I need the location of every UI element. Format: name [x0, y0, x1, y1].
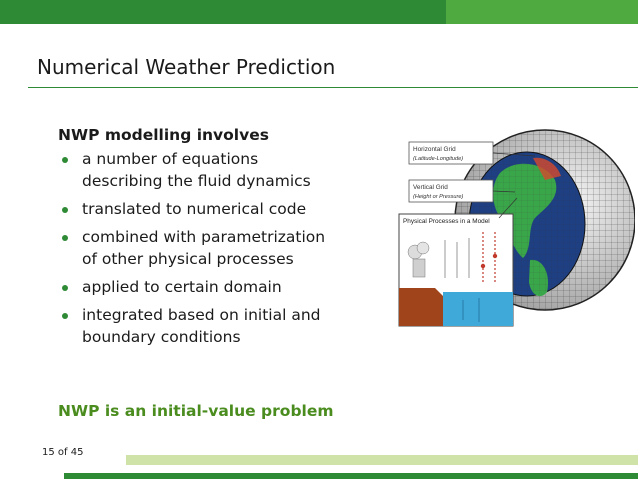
slide-title: Numerical Weather Prediction — [37, 55, 336, 79]
bullet-item — [62, 226, 352, 270]
conclusion-text: NWP is an initial-value problem — [58, 402, 334, 420]
physical-processes-title: Physical Processes in a Model — [403, 218, 490, 225]
nwp-model-figure — [395, 128, 635, 343]
title-underline — [28, 87, 638, 88]
bullet-line: boundary conditions — [82, 328, 241, 346]
bullet-dot-icon — [62, 207, 68, 213]
bullet-line: integrated based on initial and — [82, 306, 321, 324]
top-banner-dark-segment — [0, 0, 446, 24]
vertical-grid-label: Vertical Grid — [413, 184, 448, 191]
vertical-grid-sublabel: (Height or Pressure) — [413, 194, 464, 200]
physical-processes-panel — [399, 198, 517, 326]
bullet-list — [62, 148, 352, 354]
horizontal-grid-label: Horizontal Grid — [413, 146, 456, 153]
bullet-dot-icon — [62, 235, 68, 241]
nwp-model-illustration — [395, 128, 635, 343]
footer-pale-bar — [126, 455, 638, 465]
horizontal-grid-sublabel: (Latitude-Longitude) — [413, 156, 464, 162]
page-number: 15 of 45 — [42, 447, 84, 458]
bullet-item — [62, 198, 352, 220]
bullet-line: describing the fluid dynamics — [82, 172, 311, 190]
bullet-dot-icon — [62, 157, 68, 163]
bullet-item — [62, 304, 352, 348]
bullet-line: of other physical processes — [82, 250, 294, 268]
footer-dark-bar — [64, 473, 638, 479]
bullet-dot-icon — [62, 285, 68, 291]
bullet-item — [62, 148, 352, 192]
bullet-line: combined with parametrization — [82, 228, 326, 246]
top-banner — [0, 0, 638, 24]
block-heading: NWP modelling involves — [58, 126, 269, 144]
bullet-line: applied to certain domain — [82, 278, 282, 296]
bullet-dot-icon — [62, 313, 68, 319]
top-banner-light-segment — [446, 0, 638, 24]
bullet-item — [62, 276, 352, 298]
bullet-line: a number of equations — [82, 150, 259, 168]
bullet-line: translated to numerical code — [82, 200, 307, 218]
